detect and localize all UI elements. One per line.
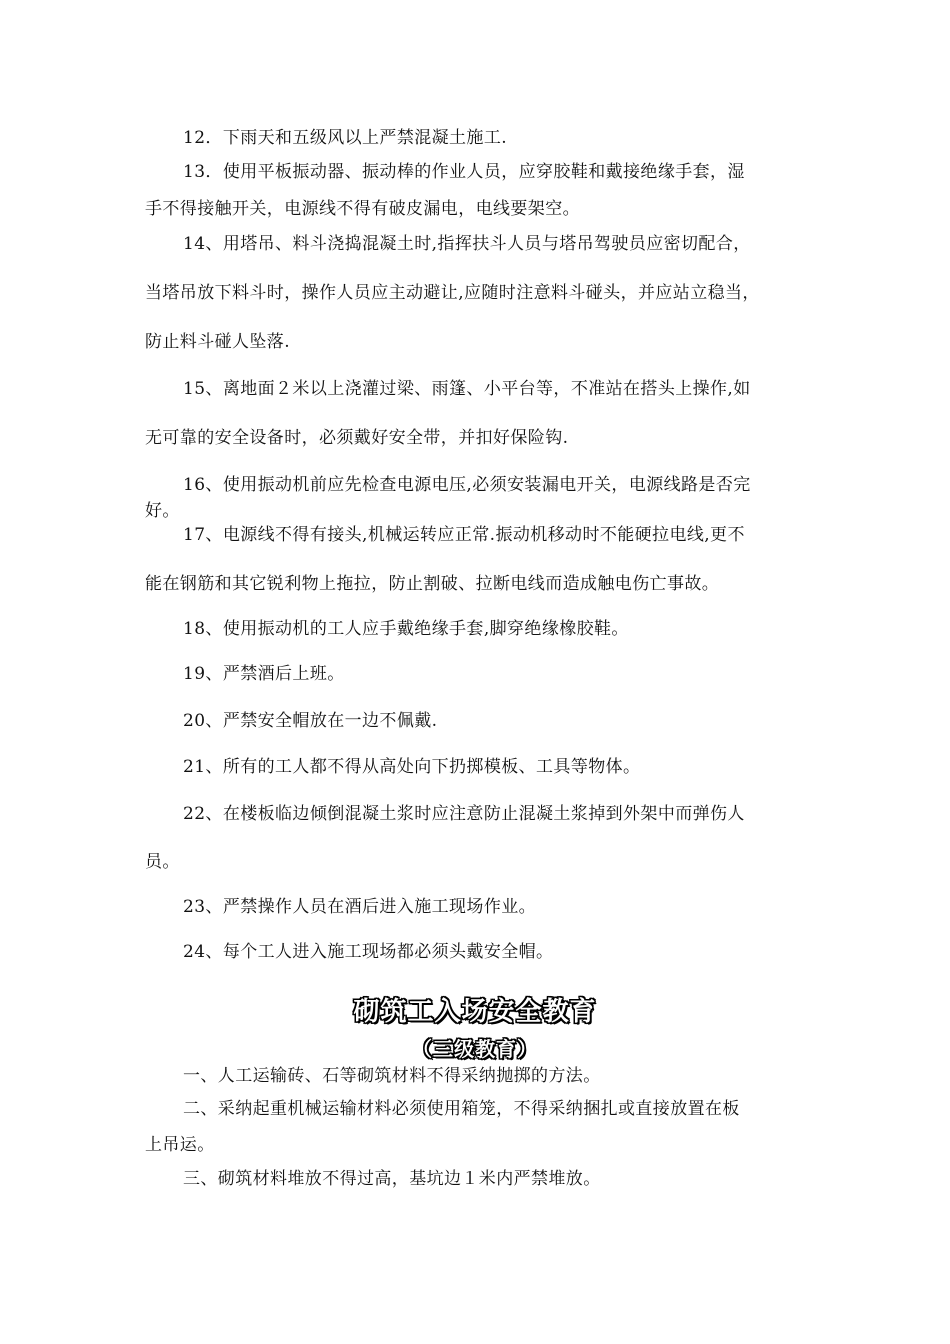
section-title: 砌筑工入场安全教育 — [353, 997, 597, 1027]
paragraph-line: 21、所有的工人都不得从高处向下扔掷模板、工具等物体。 — [183, 757, 641, 777]
paragraph-line: 防止料斗碰人坠落. — [145, 332, 291, 352]
paragraph-line: 18、使用振动机的工人应手戴绝缘手套,脚穿绝缘橡胶鞋。 — [183, 619, 629, 639]
paragraph-line: 14、用塔吊、料斗浇捣混凝土时,指挥扶斗人员与塔吊驾驶员应密切配合， — [183, 234, 751, 254]
paragraph-line: 17、电源线不得有接头,机械运转应正常.振动机移动时不能硬拉电线,更不 — [183, 525, 745, 545]
paragraph-line: 19、严禁酒后上班。 — [183, 664, 345, 684]
paragraph-line: 上吊运。 — [145, 1135, 215, 1155]
paragraph-line: 二、采纳起重机械运输材料必须使用箱笼，不得采纳捆扎或直接放置在板 — [183, 1099, 740, 1119]
paragraph-line: 13．使用平板振动器、振动棒的作业人员，应穿胶鞋和戴接绝缘手套，湿 — [183, 162, 745, 182]
paragraph-line: 16、使用振动机前应先检查电源电压,必须安装漏电开关，电源线路是否完 — [183, 475, 751, 495]
paragraph-line: 一、人工运输砖、石等砌筑材料不得采纳抛掷的方法。 — [183, 1066, 601, 1086]
paragraph-line: 23、严禁操作人员在酒后进入施工现场作业。 — [183, 897, 537, 917]
paragraph-line: 15、离地面２米以上浇灌过梁、雨篷、小平台等，不准站在搭头上操作,如 — [183, 379, 751, 399]
paragraph-line: 无可靠的安全设备时，必须戴好安全带，并扣好保险钩. — [145, 428, 569, 448]
paragraph-line: 当塔吊放下料斗时，操作人员应主动避让,应随时注意料斗碰头，并应站立稳当， — [145, 283, 760, 303]
paragraph-line: 员。 — [145, 852, 180, 872]
paragraph-line: 20、严禁安全帽放在一边不佩戴. — [183, 711, 438, 731]
paragraph-line: 24、每个工人进入施工现场都必须头戴安全帽。 — [183, 942, 554, 962]
paragraph-line: 能在钢筋和其它锐利物上拖拉，防止割破、拉断电线而造成触电伤亡事故。 — [145, 574, 720, 594]
paragraph-line: 22、在楼板临边倾倒混凝土浆时应注意防止混凝土浆掉到外架中而弹伤人 — [183, 804, 745, 824]
paragraph-line: 手不得接触开关，电源线不得有破皮漏电，电线要架空。 — [145, 199, 580, 219]
paragraph-line: 三、砌筑材料堆放不得过高，基坑边１米内严禁堆放。 — [183, 1169, 601, 1189]
paragraph-line: 12．下雨天和五级风以上严禁混凝土施工. — [183, 128, 508, 148]
paragraph-line: 好。 — [145, 501, 180, 521]
section-subtitle: （三级教育） — [412, 1037, 538, 1061]
